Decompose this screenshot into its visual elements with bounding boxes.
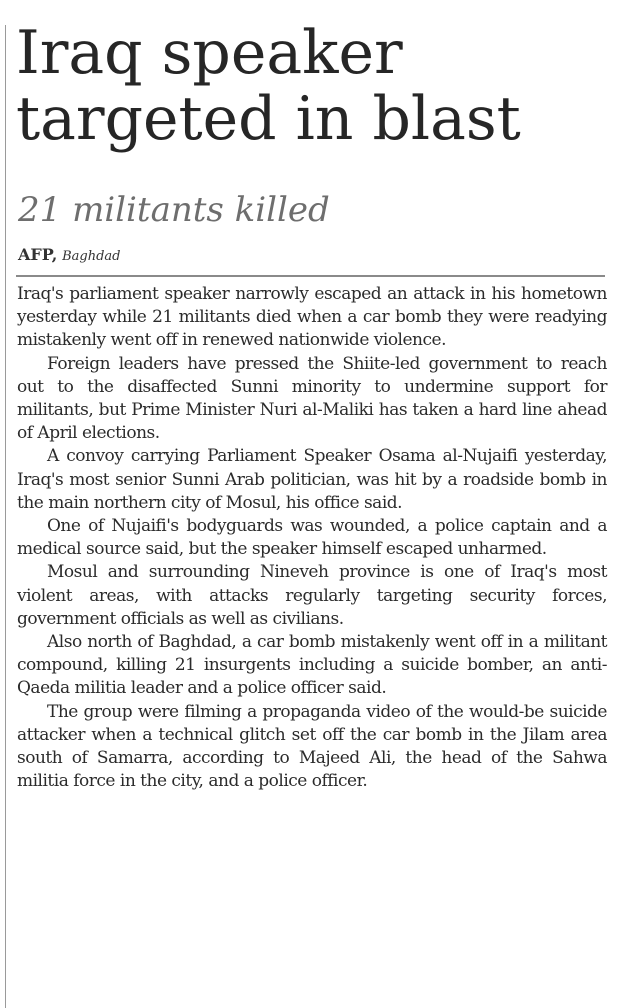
headline-line-2: targeted in blast <box>16 84 521 154</box>
byline-dateline: Baghdad <box>62 249 121 264</box>
headline <box>16 20 616 152</box>
byline-divider <box>16 275 605 277</box>
paragraph: Iraq's parliament speaker narrowly escaped an attack in his hometown yesterday while 21 militants died when a car bomb they were readying mistakenly went off in renewed nationwide violence. <box>17 284 607 351</box>
byline <box>18 244 121 268</box>
paragraph: The group were filming a propaganda video of the would-be suicide attacker when a technical glitch set off the car bomb in the Jilam area south of Samarra, according to Majeed Ali, the head of the Sahwa militia force in the city, and a police officer. <box>17 701 607 792</box>
paragraph: A convoy carrying Parliament Speaker Osama al-Nujaifi yesterday, Iraq's most senior Sunni Arab politician, was hit by a roadside bomb in the main northern city of Mosul, his office said. <box>17 446 607 513</box>
headline-line-1: Iraq speaker <box>16 18 403 88</box>
paragraph: One of Nujaifi's bodyguards was wounded, a police captain and a medical source said, but the speaker himself escaped unharmed. <box>17 516 607 560</box>
article-body <box>17 283 607 793</box>
subheadline: 21 militants killed <box>18 190 330 230</box>
paragraph: Mosul and surrounding Nineveh province is one of Iraq's most violent areas, with attacks regularly targeting security forces, government officials as well as civilians. <box>17 562 607 629</box>
paragraph: Foreign leaders have pressed the Shiite-led government to reach out to the disaffected Sunni minority to undermine support for militants, but Prime Minister Nuri al-Maliki has taken a hard line ahead of April elections. <box>17 353 607 444</box>
byline-agency: AFP, <box>18 245 58 264</box>
paragraph: Also north of Baghdad, a car bomb mistakenly went off in a militant compound, killing 21 insurgents including a suicide bomber, an anti-Qaeda militia leader and a police officer said. <box>17 632 607 699</box>
column-left-rule <box>5 25 6 1008</box>
